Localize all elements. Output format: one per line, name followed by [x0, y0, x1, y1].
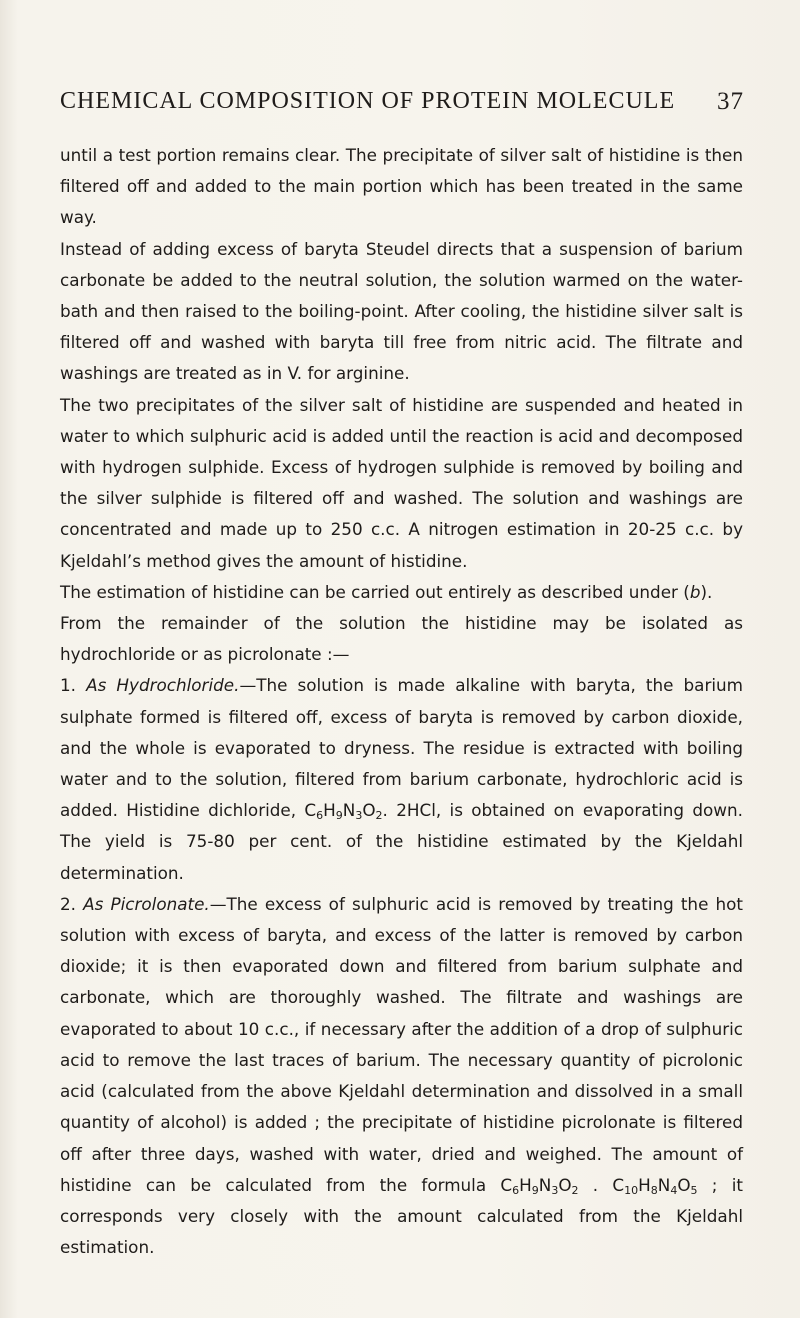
paragraph-picrolonate: 2. As Picrolonate.—The excess of sulphuric acid is removed by treating the hot solution with excess of baryta, and excess of the latter is removed by carbon dioxide; it is then evaporated down and filtered from barium sulphate and carbonate, which are thoroughly washed. The filtrate and washings are evaporated to about 10 c.c., if necessary after the addition of a drop of sulphuric acid to remove the last traces of barium. The necessary quantity of picrolonic acid (calculated from the above Kjeldahl determination and dissolved in a small quantity of alcohol) is added ; the precipitate of histidine picrolonate is filtered off after three days, washed with water, dried and weighed. The amount of histidine can be calculated from the formula $C_6H_9N_3O_2$ . $C_{10}H_8N_4O_5$ ; it corresponds very closely with the amount calculated from the Kjeldahl estimation. — [60, 893, 743, 1258]
paragraph-continuation: until a test portion remains clear. The precipitate of silver salt of histidine is then filtered off and added to the main portion which has been treated in the same way. — [60, 145, 743, 228]
paragraph-hydrochloride: 1. As Hydrochloride.—The solution is made alkaline with baryta, the barium sulphate formed is filtered off, excess of baryta is removed by carbon dioxide, and the whole is evaporated to dryness. The residue is extracted with boiling water and to the solution, filtered from barium carbonate, hydrochloric acid is added. Histidine dichloride, $C_6H_9N_3O_2$. 2HCl, is obtained on evaporating down. The yield is 75-80 per cent. of the histidine estimated by the Kjeldahl determination. — [60, 675, 744, 883]
chemical-formula: $C_6H_9N_3O_2$. 2HCl, — [304, 800, 442, 823]
body-text — [60, 140, 743, 1263]
page-number: 37 — [717, 88, 744, 115]
reference-letter: b — [689, 581, 701, 602]
section-heading: As Picrolonate. — [83, 893, 210, 914]
running-head — [60, 88, 744, 118]
running-title: CHEMICAL COMPOSITION OF PROTEIN MOLECULE — [60, 88, 676, 114]
list-number: 1. — [60, 675, 77, 696]
chemical-formula: $C_6H_9N_3O_2$ . $C_{10}H_8N_4O_5$ ; — [500, 1174, 718, 1197]
paragraph-precipitates: The two precipitates of the silver salt of histidine are suspended and heated in water to which sulphuric acid is added until the reaction is acid and decomposed with hydrogen sulphide. Excess of hydrogen sulphide is removed by boiling and the silver sulphide is filtered off and washed. The solution and washings are concentrated and made up to 250 c.c. A nitrogen estimation in 20-25 c.c. by Kjeldahl’s method gives the amount of histidine. — [60, 394, 743, 571]
section-heading: As Hydrochloride. — [86, 675, 240, 696]
paragraph-estimation: The estimation of histidine can be carried out entirely as described under (b). — [60, 581, 713, 602]
paragraph-steudel: Instead of adding excess of baryta Steudel directs that a suspension of barium carbonate be added to the neutral solution, the solution warmed on the water-bath and then raised to the boiling-point. After cooling, the histidine silver salt is filtered off and washed with baryta till free from nitric acid. The filtrate and washings are treated as in V. for arginine. — [60, 238, 743, 384]
list-number: 2. — [60, 893, 77, 914]
paragraph-isolation: From the remainder of the solution the histidine may be isolated as hydrochloride or as picrolonate :— — [60, 613, 743, 665]
